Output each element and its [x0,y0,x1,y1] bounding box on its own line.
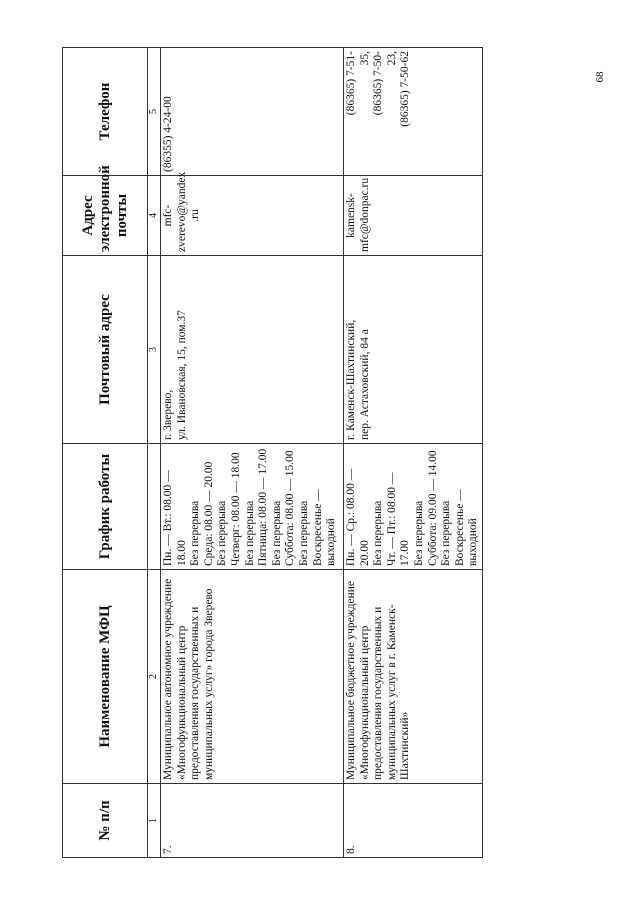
phone-line: (86365) 7-50- [372,51,385,116]
schedule-line: Среда: 08.00 — 20.00 [202,461,215,566]
schedule-line: Без перерыва [216,500,229,566]
schedule-line: выходной [467,518,480,566]
schedule-line: Без перерыва [189,500,202,566]
email-line: zverevo@yandex [175,171,188,252]
column-number-empty [148,444,161,570]
column-number: 5 [148,48,161,176]
phone-line: (86365) 7-51- [345,51,357,116]
phone-line: 35, [358,51,371,66]
phone-line: (86355) 4-24-00 [162,96,174,172]
mfc-name: Муниципальное бюджетное учреждение «Многофункциональный центр предоставления государственных и муниципальных услуг в г. Каменск-Шахтинский» [344,570,483,784]
schedule-line: Пятница: 08.00 — 17.00 [257,448,270,566]
mfc-name: Муниципальное автономное учреждение «Многофункциональный центр предоставления государственных и муниципальных услуг» города Зверево [161,570,344,784]
schedule-line: Без перерыва [440,500,453,566]
phone-cell [161,48,344,176]
email-line: mfc@donpac.ru [358,177,371,252]
phone-line: (86365) 7-50-62 [399,51,412,127]
phone-line: 23, [385,51,398,66]
column-number: 3 [148,256,161,444]
email-line: mfc- [162,204,174,227]
schedule-line: Без перерыва [297,500,310,566]
address-line: г. Зверево, [162,389,174,440]
address-cell [344,256,483,444]
phone-cell [344,48,483,176]
header-phone: Телефон [63,48,148,176]
header-num: № п/п [63,784,148,858]
schedule-line: 17.00 [399,540,412,566]
row-num: 8. [344,784,483,858]
rotated-table-container [62,48,480,858]
table-row [161,48,344,858]
schedule-cell [344,444,483,570]
table-row [344,48,483,858]
address-cell [161,256,344,444]
address-line: пер. Астаховский, 84 а [358,329,371,440]
schedule-line: Воскресенье — [453,489,466,566]
header-address: Почтовый адрес [63,256,148,444]
schedule-cell [161,444,344,570]
row-num: 7. [161,784,344,858]
header-schedule: График работы [63,444,148,570]
header-name: Наименование МФЦ [63,570,148,784]
schedule-line: Пн. — Вт.: 08.00 — [162,470,174,566]
schedule-line: Без перерыва [243,500,256,566]
column-number: 4 [148,176,161,256]
schedule-line: Пн. — Ср.: 08.00 — [345,468,357,566]
schedule-line: Без перерыва [412,500,425,566]
email-line: kamensk- [345,193,357,238]
schedule-line: Четверг: 08.00 — 18.00 [229,452,242,566]
schedule-line: Суббота: 08.00 — 15.00 [284,450,297,566]
column-number-row [148,48,161,858]
mfc-table [62,47,483,858]
email-cell [161,171,344,256]
schedule-line: 18.00 [175,540,188,566]
schedule-line: Суббота: 09.00 — 14.00 [426,450,439,566]
schedule-line: Воскресенье — [311,489,324,566]
schedule-line: выходной [325,518,338,566]
column-number: 2 [148,570,161,784]
address-line: г. Каменск-Шахтинский, [345,319,357,440]
address-line: ул. Ивановская, 15, пом.37 [175,310,188,440]
column-number: 1 [148,784,161,858]
schedule-line: Без перерыва [270,500,283,566]
header-email: Адрес электронной почты [63,176,148,256]
schedule-line: Без перерыва [372,500,385,566]
page-number: 68 [594,71,606,83]
email-cell [344,176,483,256]
email-line: .ru [189,209,202,222]
header-row [63,48,148,858]
schedule-line: Чт. — Пт.: 08.00 — [385,472,398,566]
schedule-line: 20.00 [358,540,371,566]
